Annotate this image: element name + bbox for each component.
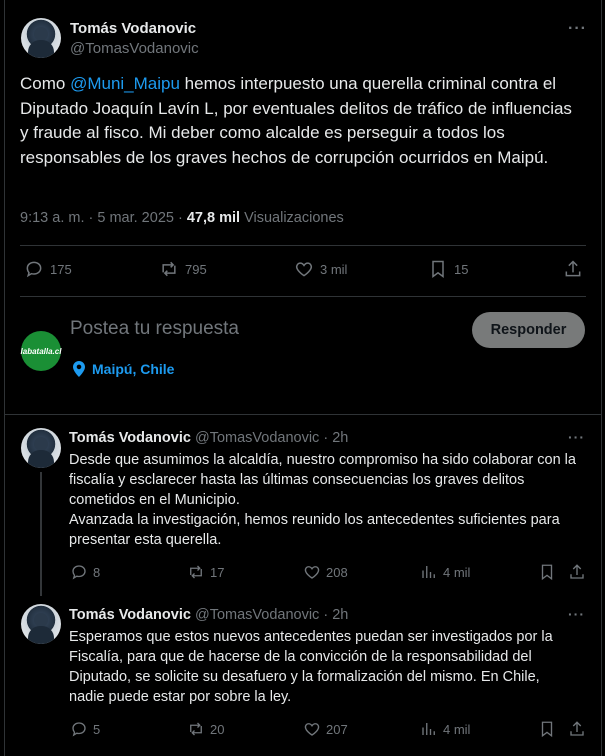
reply-header (69, 430, 348, 446)
more-options-icon[interactable]: ··· (568, 20, 587, 37)
reply-button[interactable] (70, 563, 100, 581)
views-label: Visualizaciones (244, 210, 344, 226)
repost-button[interactable] (159, 259, 207, 279)
tweet-timestamp[interactable]: 9:13 a. m. · 5 mar. 2025 (20, 210, 174, 226)
tweet-text-prefix: Como (20, 74, 71, 93)
reply-avatar[interactable] (21, 604, 61, 644)
heart-icon (303, 720, 321, 738)
bookmark-count: 15 (454, 261, 469, 277)
reply-button[interactable] (70, 720, 100, 738)
divider (20, 245, 586, 246)
bookmark-icon (538, 563, 556, 581)
reply-author-handle[interactable]: @TomasVodanovic (194, 430, 320, 446)
reply-time[interactable]: · 2h (323, 607, 349, 623)
repost-count: 17 (210, 564, 225, 580)
share-button[interactable] (568, 563, 591, 581)
divider (20, 296, 586, 297)
more-options-icon[interactable]: ··· (568, 429, 585, 445)
reply-icon (24, 259, 44, 279)
avatar-head (34, 613, 48, 627)
author-name[interactable]: Tomás Vodanovic (70, 20, 197, 37)
tweet-meta (20, 210, 344, 226)
like-count: 208 (326, 564, 348, 580)
reply-icon (70, 720, 88, 738)
views-button[interactable] (420, 563, 470, 581)
bookmark-button[interactable] (428, 259, 468, 279)
user-avatar-logo[interactable] (21, 331, 61, 371)
share-button[interactable] (568, 720, 591, 738)
views-count: 4 mil (443, 721, 471, 737)
reply-count: 175 (50, 261, 72, 277)
location-pin-icon (72, 361, 86, 377)
repost-count: 795 (185, 261, 207, 277)
avatar-head (34, 437, 48, 451)
share-icon (568, 563, 586, 581)
like-button[interactable] (294, 259, 347, 279)
reply-input[interactable]: Postea tu respuesta (70, 318, 239, 339)
author-handle[interactable]: @TomasVodanovic (70, 40, 199, 57)
like-button[interactable] (303, 720, 348, 738)
repost-count: 20 (210, 721, 225, 737)
reply-author-handle[interactable]: @TomasVodanovic (194, 607, 320, 623)
logo-text: labatalla.cl (20, 346, 62, 356)
reply-count: 8 (93, 564, 101, 580)
heart-icon (303, 563, 321, 581)
like-count: 207 (326, 721, 348, 737)
repost-button[interactable] (187, 720, 224, 738)
tweet-text-body: hemos interpuesto una querella criminal contra el Diputado Joaquín Lavín L, por eventuales delitos de tráfico de influencias y fraude al fisco. Mi deber como alcalde es perseguir a todos los responsables de los graves hechos de corrupción ocurridos en Maipú. (20, 74, 572, 167)
more-options-icon[interactable]: ··· (568, 606, 585, 622)
views-button[interactable] (420, 720, 470, 738)
avatar-body (28, 450, 54, 468)
author-avatar[interactable] (21, 18, 61, 58)
repost-button[interactable] (187, 563, 224, 581)
bookmark-button[interactable] (538, 720, 561, 738)
avatar-body (28, 40, 54, 58)
avatar-head (34, 27, 48, 41)
heart-icon (294, 259, 314, 279)
like-count: 3 mil (320, 261, 348, 277)
reply-author-name[interactable]: Tomás Vodanovic (69, 607, 191, 623)
reply-avatar[interactable] (21, 428, 61, 468)
reply-icon (70, 563, 88, 581)
reply-time[interactable]: · 2h (323, 430, 349, 446)
reply-text: Desde que asumimos la alcaldía, nuestro compromiso ha sido colaborar con la fiscalía y esclarecer hasta las últimas consecuencias los graves delitos cometidos en el Municipio. Avanzada la investigación, hemos reunido los antecedentes suficientes para presentar esta querella. (69, 452, 576, 548)
reply-button[interactable] (24, 259, 72, 279)
reply-count: 5 (93, 721, 101, 737)
respond-button[interactable]: Responder (472, 312, 585, 348)
analytics-icon (420, 563, 438, 581)
bookmark-button[interactable] (538, 563, 561, 581)
share-icon (568, 720, 586, 738)
section-divider (4, 414, 601, 415)
views-count: 47,8 mil (186, 210, 241, 226)
bookmark-icon (428, 259, 448, 279)
repost-icon (159, 259, 179, 279)
location-tag[interactable] (72, 361, 174, 377)
like-button[interactable] (303, 563, 348, 581)
analytics-icon (420, 720, 438, 738)
bookmark-icon (538, 720, 556, 738)
share-icon (563, 259, 583, 279)
thread-connector (40, 472, 42, 596)
reply-text: Esperamos que estos nuevos antecedentes puedan ser investigados por la Fiscalía, para que de hacerse de la convicción de la responsabilidad del Diputado, se solicite su desafuero y la formalización del mismo. En Chile, nadie puede estar por sobre la ley. (69, 629, 553, 705)
reply-author-name[interactable]: Tomás Vodanovic (69, 430, 191, 446)
meta-separator: · (177, 210, 183, 226)
repost-icon (187, 720, 205, 738)
mention-link[interactable]: @Muni_Maipu (70, 74, 180, 93)
views-count: 4 mil (443, 564, 471, 580)
repost-icon (187, 563, 205, 581)
reply-header (69, 607, 348, 623)
share-button[interactable] (563, 259, 589, 279)
location-label: Maipú, Chile (92, 361, 175, 377)
tweet-text (20, 72, 580, 170)
avatar-body (28, 626, 54, 644)
